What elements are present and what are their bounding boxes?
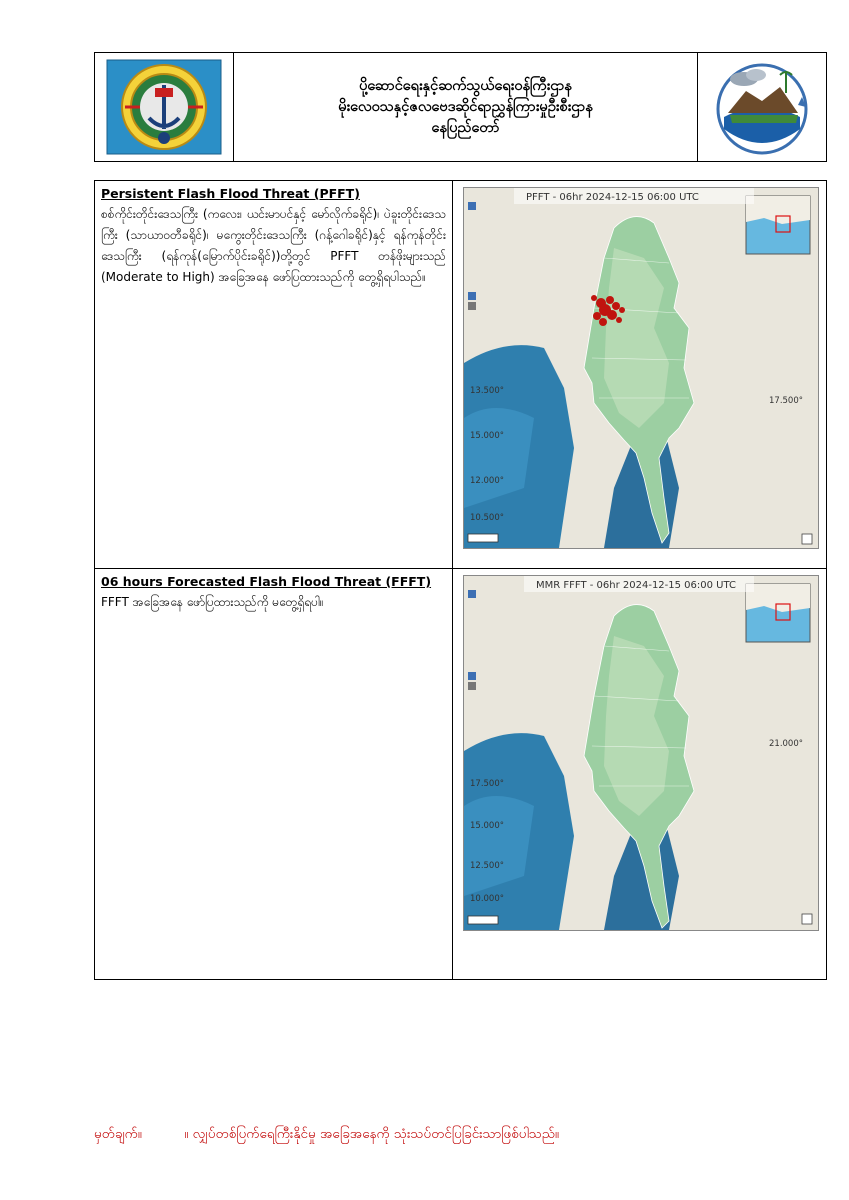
ffft-text-cell [95,569,453,979]
ffft-description: FFFT အခြေအနေ ဖော်ပြထားသည်ကို မတွေ့ရှိရပါ။ [101,595,324,609]
ffft-title: 06 hours Forecasted Flash Flood Threat (FFFT) [101,574,432,589]
ffft-map [463,575,819,931]
svg-text:17.500°: 17.500° [769,396,803,406]
ministry-emblem-icon [105,58,223,156]
footer-note-label: မှတ်ချက်။ [94,1126,142,1142]
svg-text:21.000°: 21.000° [769,739,803,749]
ffft-map-title: MMR FFFT - 06hr 2024-12-15 06:00 UTC [536,580,737,591]
pfft-map-graphic [464,188,818,548]
letterhead [94,52,827,162]
letterhead-title [234,53,699,161]
pfft-title: Persistent Flash Flood Threat (PFFT) [101,186,360,201]
pfft-map-title: PFFT - 06hr 2024-12-15 06:00 UTC [526,192,699,203]
ministry-name: ပို့ဆောင်ရေးနှင့်ဆက်သွယ်ရေးဝန်ကြီးဌာန [359,77,572,94]
left-logo-cell [95,53,234,161]
svg-text:17.500°: 17.500° [470,779,504,789]
svg-text:15.000°: 15.000° [470,821,504,831]
city-name: နေပြည်တော် [431,119,500,136]
pfft-map-cell [453,181,826,568]
footer-note-text: ။ လျှပ်တစ်ပြက်ရေကြီးနိုင်မှု အခြေအနေကို သုံးသပ်တင်ပြခြင်းသာဖြစ်ပါသည်။ [184,1126,560,1142]
svg-text:12.500°: 12.500° [470,861,504,871]
pfft-map [463,187,819,549]
svg-text:13.500°: 13.500° [470,386,504,396]
svg-text:10.500°: 10.500° [470,513,504,523]
water-cycle-logo-icon [710,57,814,157]
pfft-description: စစ်ကိုင်းတိုင်းဒေသကြီး (ကလေး၊ ယင်းမာပင်နှင့် မော်လိုက်ခရိုင်)၊ ပဲခူးတိုင်းဒေသကြီး (သာယာဝတီခရိုင်)၊ မကွေးတိုင်းဒေသကြီး (ဂန့်ဂေါခရိုင်)နှင့် ရန်ကုန်တိုင်းဒေသကြီး (ရန်ကုန်(မြောက်ပိုင်းခရိုင်))တို့တွင် PFFT တန်ဖိုးများသည် (Moderate to High) အခြေအနေ ဖော်ပြထားသည်ကို တွေ့ရှိရပါသည်။ [101,207,446,284]
forecast-table [94,180,827,980]
svg-text:10.000°: 10.000° [470,894,504,904]
pfft-row [95,181,826,569]
ffft-map-cell [453,569,826,979]
footer-note [94,1124,834,1144]
department-name: မိုးလေဝသနှင့်ဇလဗေဒဆိုင်ရာညွှန်ကြားမှုဦးစီးဌာန [338,98,593,115]
svg-text:15.000°: 15.000° [470,431,504,441]
ffft-map-graphic [464,576,818,930]
ffft-row [95,569,826,979]
right-logo-cell [698,53,826,161]
svg-text:12.000°: 12.000° [470,476,504,486]
pfft-text-cell [95,181,453,568]
